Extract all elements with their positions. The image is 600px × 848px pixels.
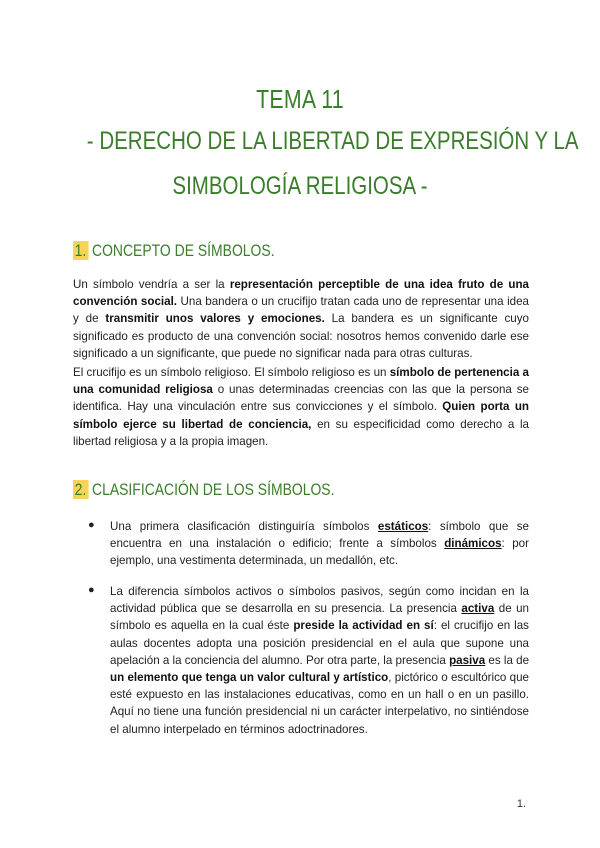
body-text: en su especificidad como derecho a la libertad religiosa y a la propia imagen. — [73, 417, 529, 448]
section-2-number: 2. — [73, 480, 89, 499]
body-text: El crucifijo es un símbolo religioso. El símbolo religioso es un — [73, 366, 390, 379]
body-text: : símbolo que se encuentra en una instalación o edificio; frente a símbolos — [110, 520, 529, 551]
emphasis-text: preside la actividad en sí — [293, 619, 434, 633]
document-subtitle-line2: SIMBOLOGÍA RELIGIOSA - — [172, 172, 428, 200]
section-1-paragraph-1 — [73, 276, 529, 362]
bullet-icon: ● — [88, 519, 95, 531]
emphasis-text: dinámicos — [444, 537, 502, 551]
body-text: : el crucifijo en las aulas docentes adopta una posición presidencial en el aula que supone una apelación a la conciencia del alumno. Por otra parte, la presencia — [110, 619, 529, 667]
section-2-heading — [73, 480, 334, 500]
emphasis-text: estáticos — [377, 520, 429, 533]
emphasis-text: representación perceptible de una idea fruto de una convención social. — [73, 278, 529, 309]
document-title: TEMA 11 — [256, 84, 344, 114]
emphasis-text: Quien porta un símbolo ejerce su libertad de conciencia, — [73, 400, 529, 431]
emphasis-text: transmitir unos valores y emociones. — [105, 312, 325, 326]
emphasis-text: pasiva — [449, 653, 486, 667]
body-text: es la de — [485, 653, 530, 667]
body-text: o unas determinadas creencias con las que la persona se identifica. Hay una vinculación entre sus convicciones y el símbolo. — [73, 383, 529, 414]
body-text: de un símbolo es aquella en la cual éste — [110, 602, 529, 633]
section-2-list-item-1 — [110, 518, 529, 570]
body-text: , pictórico o escultórico que esté expuesto en las instalaciones educativas, como en un hall o en un pasillo. Aquí no tiene una función presidencial ni un carácter interpelativo, no sintiéndose el alumno interpelado en términos adoctrinadores. — [110, 671, 529, 736]
section-1-number: 1. — [73, 241, 89, 260]
section-1-paragraph-2 — [73, 364, 529, 450]
page-number: 1. — [516, 798, 526, 810]
emphasis-text: un elemento que tenga un valor cultural y artístico — [110, 671, 389, 685]
document-subtitle-line1: - DERECHO DE LA LIBERTAD DE EXPRESIÓN Y LA — [86, 127, 579, 155]
body-text: La bandera es un significante cuyo significado es producto de una convención social: nosotros hemos convenido darle ese significado a un significante, que puede no significar nada para otras culturas. — [73, 312, 530, 360]
body-text: Un símbolo vendría a ser la — [73, 278, 230, 291]
section-2-list-item-2 — [110, 583, 529, 738]
body-text: Una primera clasificación distinguiría símbolos — [110, 520, 378, 533]
body-text: : por ejemplo, una vestimenta determinada, un medallón, etc. — [110, 537, 529, 568]
section-1-heading — [73, 241, 275, 261]
section-1-title: CONCEPTO DE SÍMBOLOS. — [92, 241, 275, 260]
emphasis-text: activa — [461, 602, 495, 616]
bullet-icon: ● — [88, 584, 95, 596]
body-text: La diferencia símbolos activos o símbolos pasivos, según como incidan en la actividad pública que se desarrolla en su presencia. La presencia — [110, 585, 529, 616]
emphasis-text: símbolo de pertenencia a una comunidad religiosa — [73, 366, 529, 397]
section-2-title: CLASIFICACIÓN DE LOS SÍMBOLOS. — [92, 480, 335, 499]
body-text: Una bandera o un crucifijo tratan cada uno de representar una idea y de — [73, 295, 529, 326]
